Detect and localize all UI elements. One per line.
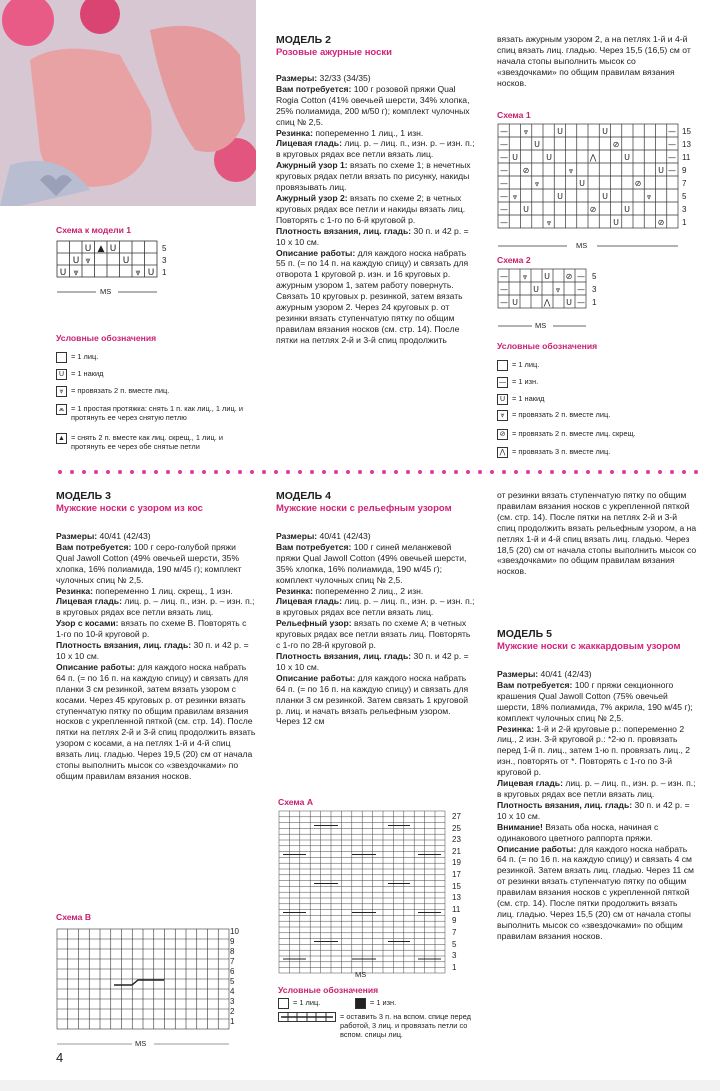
svg-text:⩔: ⩔ <box>135 268 141 278</box>
legend2-item: — = 1 изн. <box>499 377 539 386</box>
scheme-a-row: 7 <box>452 928 457 937</box>
model3-para: Размеры: 40/41 (42/43) <box>56 531 151 541</box>
scheme-a-row: 3 <box>452 951 457 961</box>
svg-text:—: — <box>668 166 676 175</box>
svg-text:U: U <box>534 140 540 149</box>
svg-text:—: — <box>500 298 508 307</box>
scheme-b-row: 2 <box>230 1007 235 1016</box>
purl-symbol-icon <box>355 998 366 1009</box>
legend2-item: ⋀ = провязать 3 п. вместе лиц. <box>497 447 707 458</box>
model5-para: Плотность вязания, лиц. гладь: 30 п. и 42 р. = 10 х 10 см. <box>497 799 690 821</box>
svg-text:U: U <box>59 268 67 278</box>
ms-label: MS <box>355 970 367 979</box>
svg-text:⩔: ⩔ <box>546 218 552 227</box>
svg-text:⩔: ⩔ <box>512 192 518 201</box>
model3-para: Плотность вязания, лиц. гладь: 30 п. и 42 р. = 10 х 10 см. <box>56 640 249 661</box>
scheme-a-row: 15 <box>452 881 461 891</box>
scheme1-row: 15 <box>682 127 691 136</box>
scheme-a-title: Схема А <box>278 797 314 807</box>
model3-heading: МОДЕЛЬ 3 <box>56 490 111 502</box>
svg-text:—: — <box>500 205 508 214</box>
svg-text:—: — <box>577 272 585 281</box>
scheme-model1-title: Схема к модели 1 <box>56 225 132 235</box>
svg-text:U: U <box>523 205 529 214</box>
svg-text:U: U <box>624 205 630 214</box>
model3-section <box>56 490 256 782</box>
scheme-b-row: 10 <box>230 927 239 936</box>
model4-section <box>276 490 476 727</box>
scheme-b-row: 8 <box>230 947 235 956</box>
model5-subtitle: Мужские носки с жаккардовым узором <box>497 641 681 652</box>
svg-text:U: U <box>557 192 563 201</box>
svg-text:U: U <box>624 153 630 162</box>
svg-text:U: U <box>602 192 608 201</box>
scheme-a-row: 11 <box>452 904 461 914</box>
scheme-a-row: 27 <box>452 812 461 821</box>
yarn-over-icon: U <box>56 369 67 380</box>
scheme-b-row: 6 <box>230 967 235 976</box>
svg-text:U: U <box>122 256 130 266</box>
svg-text:U: U <box>109 244 117 254</box>
model5-para: Вам потребуется: 100 г пряжи секционного крашения Qual Jawoll Cotton (75% овечьей шерсти, 18% полиамида, 7% акрила, 190 м/45 г); комплект чулочных спиц № 2,5. <box>497 679 693 723</box>
svg-text:—: — <box>500 179 508 188</box>
col3-top-text: вязать ажурным узором 2, а на петлях 1-й и 4-й спиц вязать лиц. гладью. Через 15,5 (16,5) см от начала стопы выполнить мысок со «звездочками» по общим правилам вязания носков. <box>497 34 691 88</box>
k3tog-icon: ⋀ <box>497 447 508 458</box>
scheme2-row: 3 <box>592 285 597 294</box>
svg-text:—: — <box>500 192 508 201</box>
model4-para: Описание работы: для каждого носка набрать 64 п. (= по 16 п. на каждую спицу) и связать для планки 3 см резинкой. Затем связать 1 круговой р. лиц. и начать вязать рельефным узором. Через 12 см <box>276 672 469 727</box>
ms-label: MS <box>576 241 588 250</box>
scheme1-row: 9 <box>682 166 687 175</box>
svg-text:U: U <box>546 153 552 162</box>
svg-text:U: U <box>566 298 572 307</box>
page-number: 4 <box>56 1050 64 1065</box>
model3-para: Описание работы: для каждого носка набрать 64 п. (= по 16 п. на каждую спицу) и связать для планки 3 см резинкой, затем вязать узором с косами. Через 45 круговых р. от резинки вязать ступенчатую пятку по общим правилам вязания носков с укрепленной пяткой (см. стр. 14). После пятки на петлях 2-й и 3-й спиц продолжить вязать узором с косами, а на петлях 1-й и 4-й спиц вязать лиц. гладью. Через 19,5 (20) см от начала стопы выполнить мысок со «звездочками» по общим правилам вязания носков. <box>56 661 256 781</box>
scheme-a-row: 21 <box>452 846 461 856</box>
svg-text:U: U <box>613 218 619 227</box>
scheme-b-row: 5 <box>230 977 235 986</box>
legend4-title: Условные обозначения <box>278 985 379 995</box>
svg-text:⊘: ⊘ <box>657 218 665 227</box>
model2-para: Ажурный узор 1: вязать по схеме 1; в нечетных круговых рядах петли вязать по рисунку, накиды провязывать лиц. <box>276 160 471 193</box>
model4-para: Резинка: попеременно 2 лиц., 2 изн. <box>276 585 424 596</box>
ms-label: MS <box>535 321 547 330</box>
svg-text:—: — <box>500 153 508 162</box>
knit-symbol-icon <box>56 352 67 363</box>
scheme-b-title: Схема В <box>56 912 92 922</box>
svg-text:—: — <box>500 272 508 281</box>
svg-text:U: U <box>84 244 92 254</box>
model5-para: Размеры: 40/41 (42/43) <box>497 669 592 679</box>
knit-symbol-icon <box>278 998 289 1009</box>
scheme1-row: 3 <box>682 205 687 214</box>
svg-text:⩔: ⩔ <box>568 166 574 175</box>
scheme-a-row: 5 <box>452 939 457 949</box>
model2-para: Резинка: попеременно 1 лиц., 1 изн. <box>276 127 424 138</box>
model5-para: Описание работы: для каждого носка набрать 64 п. (= по 16 п. на каждую спицу) и связать 4 см резинкой. Затем вязать лиц. гладью. Через 11 см от резинки вязать ступенчатую пятку по общим правилам вязания носков с укрепленной пяткой (см. стр. 14). После пятки продолжить вязать лиц. гладью. Через 15,5 (20) см от начала стопы выполнить мысок со «звездочками» по общим правилам вязания носков. <box>497 843 694 941</box>
svg-text:⋀: ⋀ <box>543 298 551 307</box>
scheme1-row: 13 <box>682 140 691 149</box>
scheme-model1-row: 1 <box>162 268 167 277</box>
model2-section <box>276 34 476 346</box>
cable-cross-icon <box>278 1012 336 1022</box>
scheme1-title: Схема 1 <box>497 110 531 120</box>
scheme1-row: 11 <box>682 153 691 162</box>
svg-text:—: — <box>668 127 676 136</box>
svg-text:⊘: ⊘ <box>612 140 620 149</box>
model3-para: Вам потребуется: 100 г серо-голубой пряжи Qual Jawoll Cotton (49% овечьей шерсти, 35% хлопка, 16% полиамида, 190 м/45 г); комплект чулочных спиц № 2,5. <box>56 541 242 585</box>
scheme-b-grid <box>56 928 236 1053</box>
legend1-item: U = 1 накид <box>56 369 256 380</box>
svg-text:—: — <box>500 166 508 175</box>
svg-text:U: U <box>579 179 585 188</box>
page-footer <box>0 1080 720 1091</box>
model2-para: Плотность вязания, лиц. гладь: 30 п. и 42 р. = 10 х 10 см. <box>276 225 469 247</box>
scheme-a-grid <box>278 810 453 985</box>
model5-heading: МОДЕЛЬ 5 <box>497 628 552 640</box>
svg-text:U: U <box>512 298 518 307</box>
model5-para: Резинка: 1-й и 2-й круговые р.: попеременно 2 лиц., 2 изн. 3-й круговой р.: *2-ю п. провязать перед 1-й п. лиц., затем 1-ю п. провязать лиц., 2 изн., повторять от *. Повторять с 1-го по 3-й круговой р. <box>497 723 691 778</box>
svg-text:—: — <box>500 127 508 136</box>
model3-para: Лицевая гладь: лиц. р. – лиц. п., изн. р. – изн. п.; в круговых рядах все петли вязать лиц. <box>56 596 255 618</box>
scheme2-title: Схема 2 <box>497 255 531 265</box>
svg-text:U: U <box>658 166 664 175</box>
svg-text:⩔: ⩔ <box>73 268 79 278</box>
model5-para: Лицевая гладь: лиц. р. – лиц. п., изн. р. – изн. п.; в круговых рядах все петли вязать лиц. <box>497 778 696 799</box>
sk2p-icon: ▲ <box>56 433 67 444</box>
model2-heading: МОДЕЛЬ 2 <box>276 34 331 46</box>
legend2-item: U = 1 накид <box>497 394 707 405</box>
legend2-item: ⩔ = провязать 2 п. вместе лиц. <box>497 410 707 421</box>
model4-para: Лицевая гладь: лиц. р. – лиц. п., изн. р. – изн. п.; в круговых рядах все петли вязать лиц. <box>276 596 475 618</box>
svg-text:U: U <box>147 268 155 278</box>
scheme-b-row: 1 <box>230 1017 235 1026</box>
scheme2-row: 5 <box>592 272 597 281</box>
model4-subtitle: Мужские носки с рельефным узором <box>276 503 452 514</box>
model4-para: Рельефный узор: вязать по схеме А; в четных круговых рядах все петли вязать лиц. Повторять с 1-го по 28-й круговой р. <box>276 618 471 651</box>
legend4-item: = 1 лиц. <box>278 998 368 1009</box>
svg-text:⊘: ⊘ <box>565 272 573 281</box>
scheme-a-row: 19 <box>452 858 461 868</box>
scheme-a-row: 25 <box>452 823 461 833</box>
model3-subtitle: Мужские носки с узором из кос <box>56 503 203 514</box>
model2-subtitle: Розовые ажурные носки <box>276 47 392 58</box>
svg-text:U: U <box>602 127 608 136</box>
scheme-a-row: 9 <box>452 916 457 926</box>
dotted-divider <box>0 467 720 477</box>
model4-para: Размеры: 40/41 (42/43) <box>276 531 371 541</box>
svg-text:U: U <box>533 285 539 294</box>
scheme-a-row: 1 <box>452 962 457 972</box>
scheme2-row: 1 <box>592 298 597 307</box>
scheme-model1-row: 3 <box>162 256 167 265</box>
model5-para: Внимание! Вязать оба носка, начиная с одинакового цветного раппорта пряжи. <box>497 821 659 843</box>
purl-symbol-icon: — <box>499 379 506 386</box>
svg-text:—: — <box>500 140 508 149</box>
yarn-over-icon: U <box>497 394 508 405</box>
ssk-icon: ⩕ <box>56 404 67 415</box>
k2tog-icon: ⩔ <box>497 410 508 421</box>
model4-heading: МОДЕЛЬ 4 <box>276 490 331 502</box>
svg-text:—: — <box>577 285 585 294</box>
scheme-b-row: 7 <box>230 957 235 966</box>
ms-label: MS <box>135 1039 147 1048</box>
model3-para: Резинка: попеременно 1 лиц. скрещ., 1 изн. <box>56 585 233 596</box>
scheme1-row: 1 <box>682 218 687 227</box>
legend4-item: = оставить 3 п. на вспом. спице перед работой, 3 лиц. и провязать петли со вспом. спицы лиц. <box>278 1012 478 1039</box>
svg-text:—: — <box>668 140 676 149</box>
svg-text:U: U <box>544 272 550 281</box>
svg-text:⩔: ⩔ <box>522 272 528 281</box>
model3-para: Узор с косами: вязать по схеме В. Повторять с 1-го по 10-й круговой р. <box>56 618 247 640</box>
scheme-b-row: 4 <box>230 987 235 996</box>
scheme-b-row: 3 <box>230 997 235 1006</box>
legend4-item: = 1 изн. <box>355 998 445 1009</box>
legend1-item: ⩕ = 1 простая протяжка: снять 1 п. как лиц., 1 лиц. и протянуть ее через снятую петлю <box>56 404 256 422</box>
ms-label: MS <box>100 287 112 296</box>
svg-text:U: U <box>72 256 80 266</box>
legend1-title: Условные обозначения <box>56 333 157 343</box>
svg-text:—: — <box>500 218 508 227</box>
svg-text:⩔: ⩔ <box>646 192 652 201</box>
col3-bottom-text: от резинки вязать ступенчатую пятку по общим правилам вязания носков с укрепленной пяткой (см. стр. 14). После пятки на петлях 2-й и 3-й спиц продолжить вязать рельефным узором, а на петлях 1-й и 4-й спиц вязать лиц. гладью. Через 18,5 (20) см от начала стопы выполнить мысок со «звездочками» по общим правилам вязания носков. <box>497 490 697 577</box>
svg-text:⊘: ⊘ <box>634 179 642 188</box>
scheme-a-row: 17 <box>452 870 461 879</box>
legend1-item: = 1 лиц. <box>56 352 256 363</box>
k2tog-icon: ⩔ <box>56 386 67 397</box>
svg-text:⩔: ⩔ <box>534 179 540 188</box>
model4-para: Плотность вязания, лиц. гладь: 30 п. и 42 р. = 10 х 10 см. <box>276 650 469 672</box>
model2-para: Вам потребуется: 100 г розовой пряжи Qual Rogia Cotton (41% овечьей шерсти, 34% хлопка, 25% полиамида, 200 м/50 г); комплект чулочных спиц № 2,5. <box>276 83 470 127</box>
svg-text:▲: ▲ <box>97 244 105 254</box>
svg-text:U: U <box>512 153 518 162</box>
k2tog-tbl-icon: ⊘ <box>497 429 508 440</box>
scheme-model1-row: 5 <box>162 244 167 253</box>
scheme1-row: 7 <box>682 179 687 188</box>
svg-text:—: — <box>577 298 585 307</box>
scheme-a-row: 23 <box>452 835 461 845</box>
knit-symbol-icon <box>497 360 508 371</box>
svg-text:⩔: ⩔ <box>85 256 91 266</box>
model2-para: Ажурный узор 2: вязать по схеме 2; в четных круговых рядах все петли и накиды вязать лиц. Повторять с 1-го по 6-й круговой р. <box>276 192 466 225</box>
svg-text:—: — <box>500 285 508 294</box>
svg-text:U: U <box>557 127 563 136</box>
legend1-item: ⩔ = провязать 2 п. вместе лиц. <box>56 386 256 397</box>
svg-text:⩔: ⩔ <box>523 127 529 136</box>
model2-para: Описание работы: для каждого носка набрать 55 п. (= по 14 п. на каждую спицу) и связать для отворота 1 круговой р. изн. и 16 круговых р. ажурным узором 1, затем работу повернуть. Связать 10 круговых р. резинкой, затем вязать ажурным узором 2. Через 24 круговых р. от резинки вязать ступенчатую пятку по общим правилам вязания носков (см. стр. 14). После пятки на петлях 2-й и 3-й спиц продолжить <box>276 247 469 345</box>
svg-text:⊘: ⊘ <box>589 205 597 214</box>
scheme-b-row: 9 <box>230 937 235 946</box>
legend2-item: ⊘ = провязать 2 п. вместе лиц. скрещ. <box>497 429 707 440</box>
scheme1-row: 5 <box>682 192 687 201</box>
model2-para: Размеры: 32/33 (34/35) <box>276 73 371 83</box>
scheme-a-row: 13 <box>452 893 461 903</box>
legend2-title: Условные обозначения <box>497 341 598 351</box>
legend1-item: ▲ = снять 2 п. вместе как лиц. скрещ., 1 лиц. и протянуть ее через обе снятые петли <box>56 433 256 451</box>
model2-para: Лицевая гладь: лиц. р. – лиц. п., изн. р. – изн. п.; в круговых рядах все петли вязать лиц. <box>276 138 475 160</box>
socks-photo <box>0 0 256 206</box>
legend2-item: = 1 лиц. <box>497 360 707 371</box>
svg-text:—: — <box>668 153 676 162</box>
model4-para: Вам потребуется: 100 г синей меланжевой пряжи Qual Jawoll Cotton (49% овечьей шерсти, 35% хлопка, 16% полиамида, 190 м/45 г); комплект чулочных спиц № 2,5. <box>276 541 467 585</box>
svg-text:⊘: ⊘ <box>522 166 530 175</box>
scheme1-grid <box>497 123 682 255</box>
svg-text:⩔: ⩔ <box>555 285 561 294</box>
svg-text:⋀: ⋀ <box>589 153 597 162</box>
model5-section <box>497 628 697 942</box>
